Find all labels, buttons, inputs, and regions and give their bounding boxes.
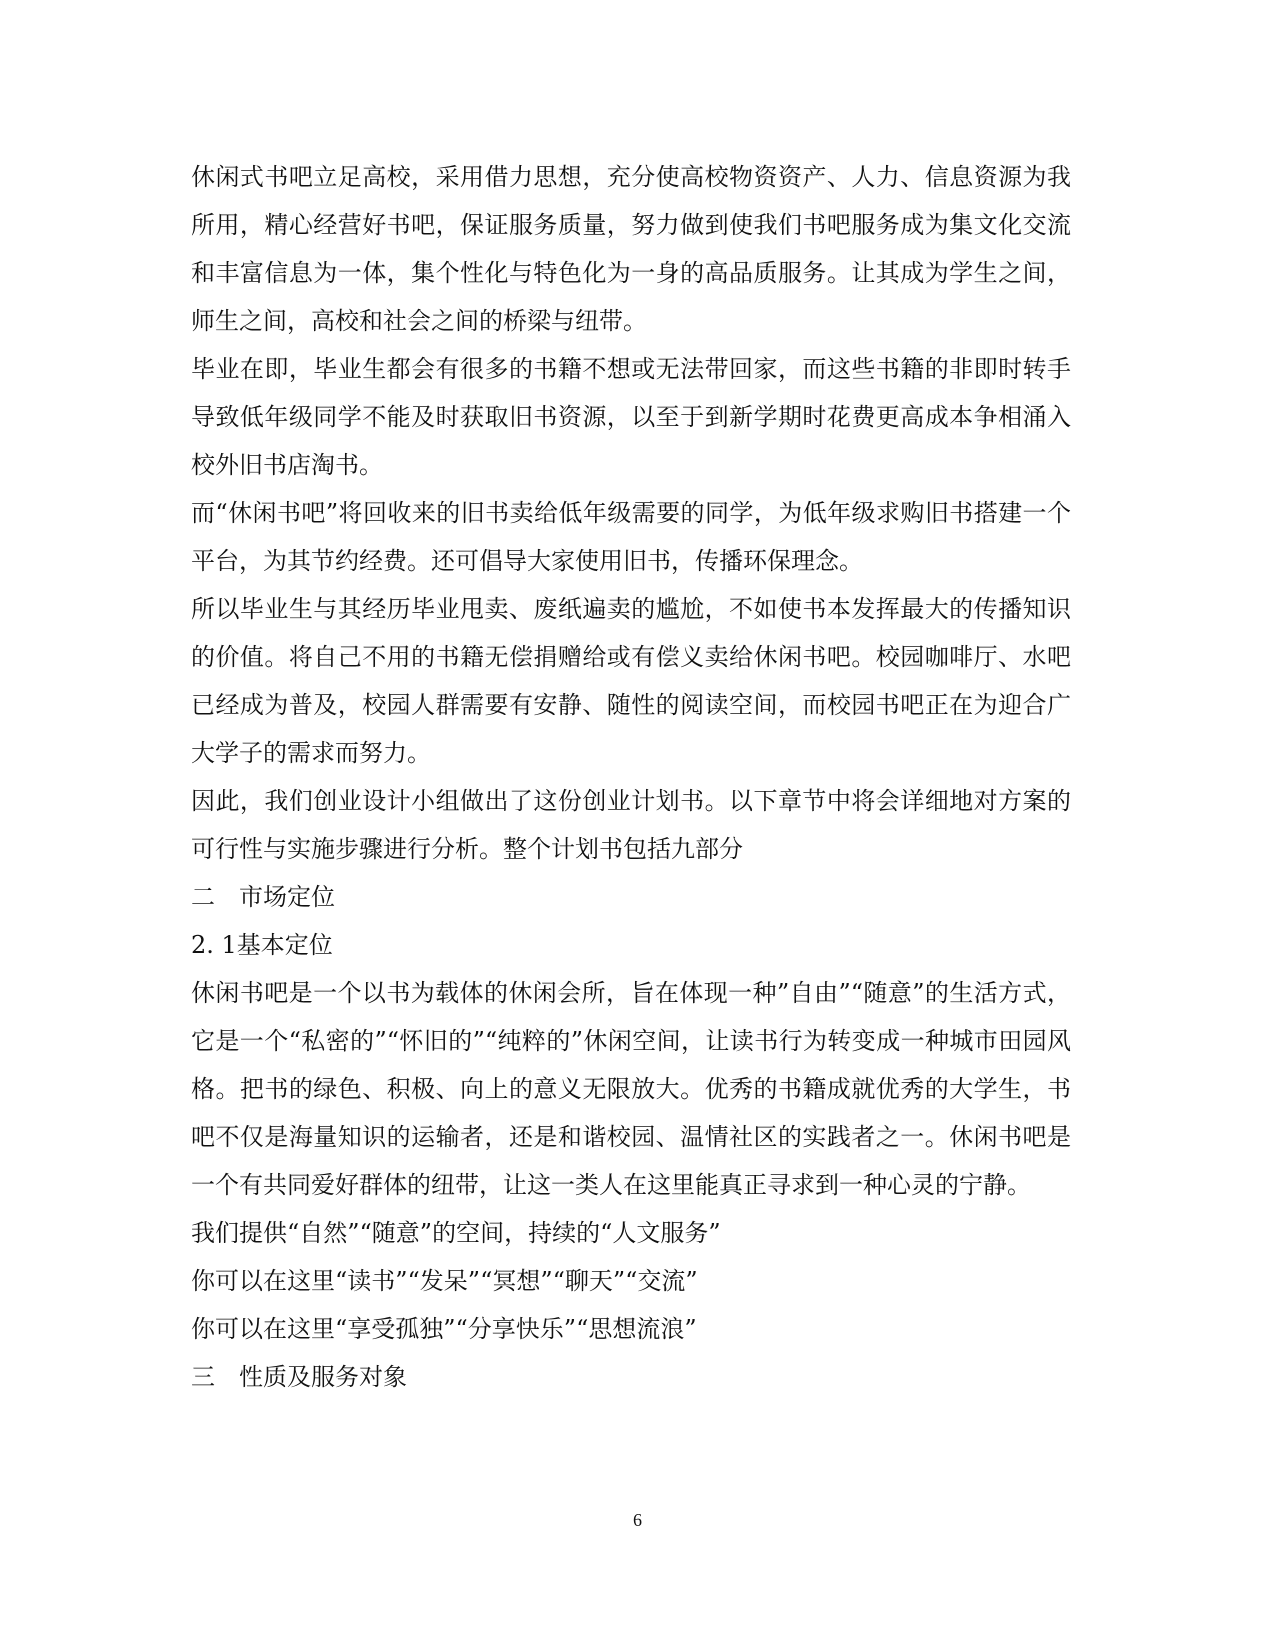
paragraph-graduation: 毕业在即，毕业生都会有很多的书籍不想或无法带回家，而这些书籍的非即时转手导致低年级同学不能及时获取旧书资源，以至于到新学期时花费更高成本争相涌入校外旧书店淘书。 xyxy=(191,355,1071,479)
subsection-heading-basic-positioning: 2. 1基本定位 xyxy=(191,931,333,959)
paragraph-positioning: 休闲书吧是一个以书为载体的休闲会所，旨在体现一种”自由”“随意”的生活方式，它是一个“私密的”“怀旧的”“纯粹的”休闲空间，让读书行为转变成一种城市田园风格。把书的绿色、积极、向上的意义无限放大。优秀的书籍成就优秀的大学生，书吧不仅是海量知识的运输者，还是和谐校园、温情社区的实践者之一。休闲书吧是一个有共同爱好群体的纽带，让这一类人在这里能真正寻求到一种心灵的宁静。 xyxy=(191,979,1071,1199)
section-heading-nature-and-audience: 三 性质及服务对象 xyxy=(191,1363,407,1391)
paragraph-intro: 休闲式书吧立足高校，采用借力思想，充分使高校物资资产、人力、信息资源为我所用，精心经营好书吧，保证服务质量，努力做到使我们书吧服务成为集文化交流和丰富信息为一体，集个性化与特色化为一身的高品质服务。让其成为学生之间，师生之间，高校和社会之间的桥梁与纽带。 xyxy=(191,163,1071,335)
paragraph-value: 所以毕业生与其经历毕业甩卖、废纸遍卖的尴尬，不如使书本发挥最大的传播知识的价值。将自己不用的书籍无偿捐赠给或有偿义卖给休闲书吧。校园咖啡厅、水吧已经成为普及，校园人群需要有安静、随性的阅读空间，而校园书吧正在为迎合广大学子的需求而努力。 xyxy=(191,595,1071,767)
paragraph-offer: 我们提供“自然”“随意”的空间，持续的“人文服务” xyxy=(191,1219,721,1247)
paragraph-experiences: 你可以在这里“享受孤独”“分享快乐”“思想流浪” xyxy=(191,1315,697,1343)
document-body xyxy=(191,153,1071,1401)
section-heading-market-positioning: 二 市场定位 xyxy=(191,883,335,911)
paragraph-activities: 你可以在这里“读书”“发呆”“冥想”“聊天”“交流” xyxy=(191,1267,698,1295)
paragraph-plan-summary: 因此，我们创业设计小组做出了这份创业计划书。以下章节中将会详细地对方案的可行性与实施步骤进行分析。整个计划书包括九部分 xyxy=(191,787,1071,863)
paragraph-platform: 而“休闲书吧”将回收来的旧书卖给低年级需要的同学，为低年级求购旧书搭建一个平台，为其节约经费。还可倡导大家使用旧书，传播环保理念。 xyxy=(191,499,1071,575)
page-number: 6 xyxy=(633,1510,642,1530)
